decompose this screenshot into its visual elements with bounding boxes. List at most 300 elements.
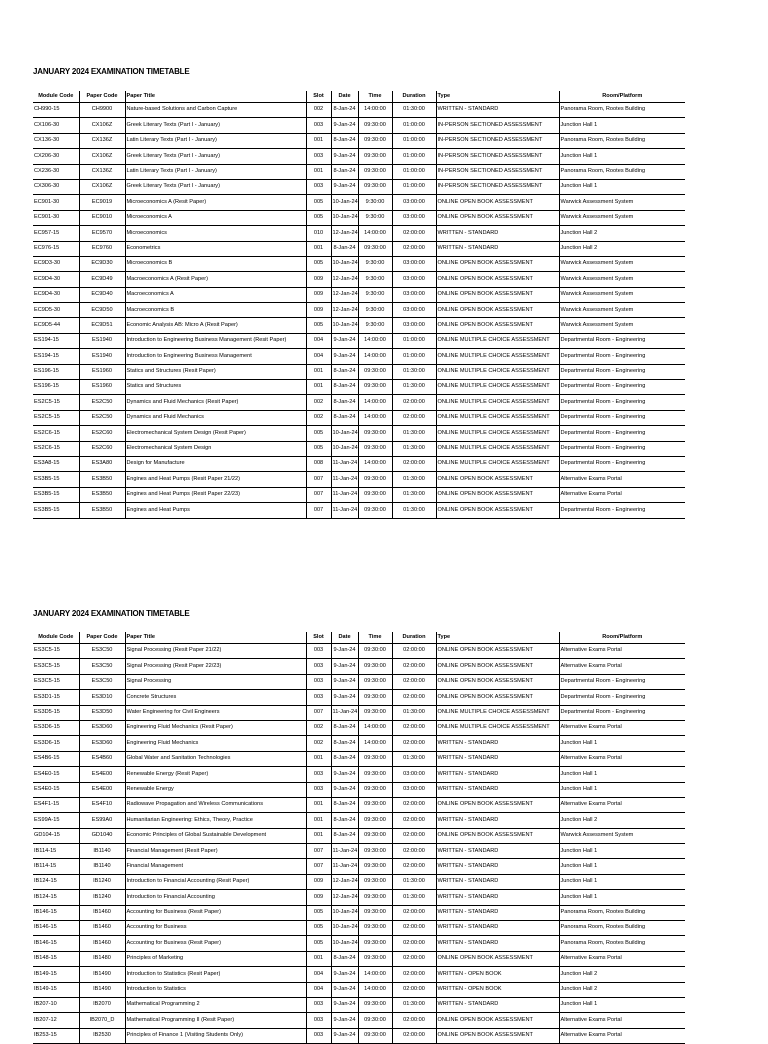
cell-module-code: EC976-15 [33, 241, 79, 256]
cell-time: 14:00:00 [358, 720, 392, 735]
cell-duration: 01:30:00 [392, 874, 436, 889]
cell-paper-code: IB2070 [79, 997, 125, 1012]
cell-room: Departmental Room - Engineering [559, 674, 685, 689]
cell-room: Alternative Exams Portal [559, 751, 685, 766]
cell-paper-title: Microeconomics A (Resit Paper) [125, 195, 306, 210]
cell-time: 9:30:00 [358, 287, 392, 302]
cell-paper-title: Nature-based Solutions and Carbon Capture [125, 103, 306, 118]
cell-time: 14:00:00 [358, 395, 392, 410]
timetable-table [33, 632, 685, 1044]
cell-paper-code: CX106Z [79, 118, 125, 133]
cell-paper-code: ES3B50 [79, 487, 125, 502]
cell-paper-title: Latin Literary Texts (Part I - January) [125, 133, 306, 148]
cell-time: 09:30:00 [358, 797, 392, 812]
cell-paper-title: Greek Literary Texts (Part I - January) [125, 149, 306, 164]
cell-date: 9-Jan-24 [331, 179, 358, 194]
cell-slot: 009 [306, 890, 331, 905]
cell-slot: 007 [306, 472, 331, 487]
table-row [33, 456, 685, 471]
cell-slot: 007 [306, 844, 331, 859]
cell-paper-title: Water Engineering for Civil Engineers [125, 705, 306, 720]
cell-module-code: IB124-15 [33, 890, 79, 905]
cell-date: 10-Jan-24 [331, 441, 358, 456]
cell-paper-code: EC9D40 [79, 287, 125, 302]
cell-slot: 001 [306, 241, 331, 256]
cell-type: ONLINE OPEN BOOK ASSESSMENT [436, 1028, 559, 1043]
cell-paper-code: IB2070_D [79, 1013, 125, 1028]
cell-paper-code: EC9010 [79, 210, 125, 225]
cell-type: ONLINE MULTIPLE CHOICE ASSESSMENT [436, 364, 559, 379]
timetable-section-1 [33, 66, 685, 519]
cell-module-code: EC9D5-44 [33, 318, 79, 333]
cell-room: Warwick Assessment System [559, 828, 685, 843]
cell-slot: 001 [306, 751, 331, 766]
table-body [33, 103, 685, 519]
cell-date: 8-Jan-24 [331, 797, 358, 812]
cell-room: Warwick Assessment System [559, 272, 685, 287]
cell-room: Departmental Room - Engineering [559, 364, 685, 379]
cell-room: Junction Hall 1 [559, 859, 685, 874]
cell-time: 09:30:00 [358, 874, 392, 889]
cell-duration: 02:00:00 [392, 813, 436, 828]
cell-slot: 002 [306, 410, 331, 425]
cell-slot: 001 [306, 380, 331, 395]
cell-room: Departmental Room - Engineering [559, 690, 685, 705]
cell-date: 8-Jan-24 [331, 410, 358, 425]
cell-room: Junction Hall 2 [559, 982, 685, 997]
cell-module-code: IB146-15 [33, 921, 79, 936]
table-row [33, 333, 685, 348]
cell-time: 09:30:00 [358, 890, 392, 905]
cell-paper-title: Accounting for Business (Resit Paper) [125, 905, 306, 920]
cell-duration: 02:00:00 [392, 690, 436, 705]
table-row [33, 982, 685, 997]
cell-type: ONLINE OPEN BOOK ASSESSMENT [436, 472, 559, 487]
cell-room: Departmental Room - Engineering [559, 503, 685, 518]
table-row [33, 705, 685, 720]
table-row [33, 997, 685, 1012]
cell-paper-code: EC9D50 [79, 303, 125, 318]
table-row [33, 426, 685, 441]
cell-paper-code: ES4F10 [79, 797, 125, 812]
cell-duration: 01:30:00 [392, 705, 436, 720]
cell-duration: 02:00:00 [392, 241, 436, 256]
cell-module-code: ES196-15 [33, 364, 79, 379]
cell-type: WRITTEN - OPEN BOOK [436, 967, 559, 982]
cell-duration: 02:00:00 [392, 720, 436, 735]
cell-module-code: ES4E0-15 [33, 767, 79, 782]
cell-date: 9-Jan-24 [331, 1013, 358, 1028]
cell-duration: 02:00:00 [392, 967, 436, 982]
cell-time: 09:30:00 [358, 690, 392, 705]
cell-paper-title: Dynamics and Fluid Mechanics (Resit Paper) [125, 395, 306, 410]
cell-module-code: IB114-15 [33, 844, 79, 859]
cell-duration: 01:30:00 [392, 426, 436, 441]
cell-type: WRITTEN - STANDARD [436, 103, 559, 118]
cell-room: Departmental Room - Engineering [559, 395, 685, 410]
table-row [33, 828, 685, 843]
cell-paper-code: EC9019 [79, 195, 125, 210]
cell-type: WRITTEN - STANDARD [436, 751, 559, 766]
table-row [33, 410, 685, 425]
cell-paper-title: Engineering Fluid Mechanics [125, 736, 306, 751]
cell-paper-title: Greek Literary Texts (Part I - January) [125, 118, 306, 133]
cell-slot: 005 [306, 195, 331, 210]
cell-paper-code: IB2530 [79, 1028, 125, 1043]
cell-room: Warwick Assessment System [559, 303, 685, 318]
cell-time: 14:00:00 [358, 333, 392, 348]
cell-slot: 004 [306, 967, 331, 982]
cell-slot: 004 [306, 333, 331, 348]
page-title: JANUARY 2024 EXAMINATION TIMETABLE [33, 609, 190, 618]
header-duration: Duration [392, 632, 436, 644]
cell-time: 09:30:00 [358, 813, 392, 828]
cell-paper-code: ES1940 [79, 349, 125, 364]
cell-paper-title: Economic Analysis AB: Micro A (Resit Paper) [125, 318, 306, 333]
cell-time: 14:00:00 [358, 736, 392, 751]
cell-slot: 001 [306, 813, 331, 828]
cell-duration: 02:00:00 [392, 905, 436, 920]
cell-paper-code: IB1460 [79, 905, 125, 920]
table-row [33, 859, 685, 874]
cell-module-code: IB207-12 [33, 1013, 79, 1028]
table-row [33, 195, 685, 210]
cell-date: 9-Jan-24 [331, 767, 358, 782]
header-type: Type [436, 91, 559, 103]
cell-paper-code: EC9D30 [79, 256, 125, 271]
cell-room: Junction Hall 1 [559, 782, 685, 797]
cell-module-code: IB253-15 [33, 1028, 79, 1043]
cell-time: 09:30:00 [358, 859, 392, 874]
cell-type: WRITTEN - STANDARD [436, 226, 559, 241]
cell-room: Junction Hall 1 [559, 736, 685, 751]
cell-paper-title: Microeconomics A [125, 210, 306, 225]
cell-time: 9:30:00 [358, 256, 392, 271]
cell-duration: 01:00:00 [392, 164, 436, 179]
cell-slot: 002 [306, 103, 331, 118]
cell-room: Panorama Room, Rootes Building [559, 936, 685, 951]
cell-type: ONLINE MULTIPLE CHOICE ASSESSMENT [436, 705, 559, 720]
cell-time: 09:30:00 [358, 441, 392, 456]
cell-date: 8-Jan-24 [331, 813, 358, 828]
cell-date: 9-Jan-24 [331, 997, 358, 1012]
cell-date: 8-Jan-24 [331, 828, 358, 843]
cell-paper-code: ES4B60 [79, 751, 125, 766]
header-paper-code: Paper Code [79, 91, 125, 103]
cell-date: 9-Jan-24 [331, 1028, 358, 1043]
header-paper-code: Paper Code [79, 632, 125, 644]
cell-module-code: ES99A-15 [33, 813, 79, 828]
cell-time: 14:00:00 [358, 967, 392, 982]
cell-room: Alternative Exams Portal [559, 951, 685, 966]
cell-duration: 01:00:00 [392, 118, 436, 133]
cell-room: Warwick Assessment System [559, 195, 685, 210]
cell-paper-title: Signal Processing [125, 674, 306, 689]
cell-type: ONLINE MULTIPLE CHOICE ASSESSMENT [436, 441, 559, 456]
cell-slot: 003 [306, 690, 331, 705]
cell-room: Departmental Room - Engineering [559, 426, 685, 441]
cell-duration: 02:00:00 [392, 410, 436, 425]
table-row [33, 890, 685, 905]
cell-type: ONLINE MULTIPLE CHOICE ASSESSMENT [436, 333, 559, 348]
cell-duration: 01:30:00 [392, 890, 436, 905]
table-row [33, 644, 685, 659]
cell-room: Departmental Room - Engineering [559, 380, 685, 395]
cell-module-code: EC9D4-30 [33, 287, 79, 302]
cell-paper-title: Financial Management (Resit Paper) [125, 844, 306, 859]
cell-date: 11-Jan-24 [331, 705, 358, 720]
table-row [33, 782, 685, 797]
cell-room: Departmental Room - Engineering [559, 333, 685, 348]
cell-type: ONLINE OPEN BOOK ASSESSMENT [436, 318, 559, 333]
cell-paper-title: Financial Management [125, 859, 306, 874]
cell-paper-title: Introduction to Statistics (Resit Paper) [125, 967, 306, 982]
cell-paper-code: ES3A80 [79, 456, 125, 471]
cell-duration: 02:00:00 [392, 844, 436, 859]
header-date: Date [331, 91, 358, 103]
cell-paper-title: Signal Processing (Resit Paper 22/23) [125, 659, 306, 674]
table-row [33, 503, 685, 518]
cell-paper-code: ES1960 [79, 364, 125, 379]
cell-paper-title: Statics and Structures (Resit Paper) [125, 364, 306, 379]
table-row [33, 767, 685, 782]
cell-date: 9-Jan-24 [331, 659, 358, 674]
cell-time: 09:30:00 [358, 426, 392, 441]
cell-paper-code: IB1490 [79, 982, 125, 997]
cell-type: ONLINE OPEN BOOK ASSESSMENT [436, 797, 559, 812]
cell-type: ONLINE MULTIPLE CHOICE ASSESSMENT [436, 720, 559, 735]
cell-date: 9-Jan-24 [331, 982, 358, 997]
table-row [33, 303, 685, 318]
table-row [33, 936, 685, 951]
cell-duration: 01:00:00 [392, 179, 436, 194]
cell-type: WRITTEN - STANDARD [436, 782, 559, 797]
cell-date: 9-Jan-24 [331, 782, 358, 797]
cell-slot: 003 [306, 149, 331, 164]
cell-date: 10-Jan-24 [331, 905, 358, 920]
cell-type: ONLINE OPEN BOOK ASSESSMENT [436, 210, 559, 225]
cell-slot: 005 [306, 256, 331, 271]
cell-paper-code: ES3C50 [79, 674, 125, 689]
cell-date: 11-Jan-24 [331, 456, 358, 471]
cell-paper-title: Accounting for Business (Resit Paper) [125, 936, 306, 951]
cell-duration: 02:00:00 [392, 828, 436, 843]
cell-slot: 001 [306, 164, 331, 179]
table-row [33, 905, 685, 920]
cell-module-code: CX206-30 [33, 149, 79, 164]
cell-time: 09:30:00 [358, 1028, 392, 1043]
cell-time: 09:30:00 [358, 659, 392, 674]
cell-paper-title: Econometrics [125, 241, 306, 256]
cell-duration: 02:00:00 [392, 859, 436, 874]
cell-time: 09:30:00 [358, 674, 392, 689]
cell-slot: 005 [306, 426, 331, 441]
cell-paper-code: IB1460 [79, 921, 125, 936]
table-row [33, 844, 685, 859]
cell-duration: 02:00:00 [392, 659, 436, 674]
cell-type: WRITTEN - STANDARD [436, 736, 559, 751]
cell-module-code: ES3C5-15 [33, 674, 79, 689]
cell-paper-title: Design for Manufacture [125, 456, 306, 471]
cell-room: Junction Hall 1 [559, 844, 685, 859]
cell-paper-code: IB1460 [79, 936, 125, 951]
cell-paper-code: ES1940 [79, 333, 125, 348]
header-module-code: Module Code [33, 632, 79, 644]
cell-time: 09:30:00 [358, 767, 392, 782]
cell-duration: 01:00:00 [392, 333, 436, 348]
cell-module-code: ES3D6-15 [33, 720, 79, 735]
cell-room: Departmental Room - Engineering [559, 410, 685, 425]
cell-paper-title: Greek Literary Texts (Part I - January) [125, 179, 306, 194]
cell-paper-code: EC9570 [79, 226, 125, 241]
cell-paper-title: Signal Processing (Resit Paper 21/22) [125, 644, 306, 659]
cell-paper-code: ES3D10 [79, 690, 125, 705]
cell-type: WRITTEN - STANDARD [436, 767, 559, 782]
cell-room: Junction Hall 2 [559, 967, 685, 982]
cell-slot: 009 [306, 287, 331, 302]
table-row [33, 441, 685, 456]
cell-module-code: EC901-30 [33, 195, 79, 210]
cell-slot: 009 [306, 874, 331, 889]
cell-room: Junction Hall 1 [559, 767, 685, 782]
cell-time: 9:30:00 [358, 272, 392, 287]
cell-date: 12-Jan-24 [331, 272, 358, 287]
cell-duration: 03:00:00 [392, 287, 436, 302]
cell-module-code: ES2C5-15 [33, 410, 79, 425]
cell-module-code: ES3B5-15 [33, 472, 79, 487]
cell-room: Warwick Assessment System [559, 287, 685, 302]
cell-module-code: ES196-15 [33, 380, 79, 395]
cell-slot: 003 [306, 674, 331, 689]
cell-paper-title: Renewable Energy (Resit Paper) [125, 767, 306, 782]
cell-paper-code: ES3D50 [79, 705, 125, 720]
cell-room: Departmental Room - Engineering [559, 456, 685, 471]
cell-duration: 01:30:00 [392, 487, 436, 502]
cell-module-code: ES3B5-15 [33, 503, 79, 518]
cell-date: 8-Jan-24 [331, 751, 358, 766]
cell-duration: 03:00:00 [392, 782, 436, 797]
cell-paper-title: Electromechanical System Design [125, 441, 306, 456]
cell-paper-code: EC9D49 [79, 272, 125, 287]
table-row [33, 874, 685, 889]
cell-module-code: ES194-15 [33, 349, 79, 364]
cell-module-code: ES2C6-15 [33, 426, 79, 441]
cell-slot: 005 [306, 210, 331, 225]
cell-slot: 007 [306, 487, 331, 502]
header-type: Type [436, 632, 559, 644]
cell-duration: 03:00:00 [392, 195, 436, 210]
cell-time: 09:30:00 [358, 503, 392, 518]
cell-time: 14:00:00 [358, 226, 392, 241]
cell-date: 9-Jan-24 [331, 967, 358, 982]
table-row [33, 921, 685, 936]
cell-paper-title: Principles of Marketing [125, 951, 306, 966]
table-row [33, 164, 685, 179]
cell-duration: 01:00:00 [392, 349, 436, 364]
header-slot: Slot [306, 632, 331, 644]
cell-module-code: CX106-30 [33, 118, 79, 133]
cell-paper-title: Humanitarian Engineering: Ethics, Theory, Practice [125, 813, 306, 828]
cell-date: 9-Jan-24 [331, 644, 358, 659]
cell-paper-title: Accounting for Business [125, 921, 306, 936]
cell-paper-code: CX136Z [79, 164, 125, 179]
cell-module-code: EC901-30 [33, 210, 79, 225]
cell-duration: 03:00:00 [392, 767, 436, 782]
cell-paper-title: Engines and Heat Pumps (Resit Paper 22/23) [125, 487, 306, 502]
cell-room: Panorama Room, Rootes Building [559, 905, 685, 920]
table-row [33, 967, 685, 982]
cell-room: Junction Hall 1 [559, 890, 685, 905]
cell-paper-code: IB1490 [79, 967, 125, 982]
cell-paper-title: Macroeconomics B [125, 303, 306, 318]
cell-type: ONLINE MULTIPLE CHOICE ASSESSMENT [436, 380, 559, 395]
cell-paper-code: ES2C60 [79, 441, 125, 456]
cell-paper-title: Statics and Structures [125, 380, 306, 395]
cell-room: Junction Hall 1 [559, 874, 685, 889]
cell-slot: 003 [306, 179, 331, 194]
timetable-section-2 [33, 608, 685, 1044]
cell-paper-title: Electromechanical System Design (Resit Paper) [125, 426, 306, 441]
cell-date: 9-Jan-24 [331, 149, 358, 164]
cell-module-code: EC957-15 [33, 226, 79, 241]
cell-room: Alternative Exams Portal [559, 1028, 685, 1043]
header-time: Time [358, 632, 392, 644]
cell-time: 09:30:00 [358, 751, 392, 766]
cell-duration: 01:30:00 [392, 380, 436, 395]
cell-date: 11-Jan-24 [331, 472, 358, 487]
cell-paper-code: ES4E00 [79, 782, 125, 797]
table-row [33, 210, 685, 225]
cell-paper-title: Macroeconomics A [125, 287, 306, 302]
cell-module-code: ES194-15 [33, 333, 79, 348]
cell-duration: 02:00:00 [392, 644, 436, 659]
cell-type: ONLINE OPEN BOOK ASSESSMENT [436, 272, 559, 287]
cell-type: WRITTEN - STANDARD [436, 859, 559, 874]
cell-module-code: ES3C5-15 [33, 659, 79, 674]
cell-room: Departmental Room - Engineering [559, 705, 685, 720]
cell-slot: 005 [306, 905, 331, 920]
cell-slot: 002 [306, 736, 331, 751]
cell-paper-title: Introduction to Financial Accounting (Resit Paper) [125, 874, 306, 889]
cell-type: ONLINE OPEN BOOK ASSESSMENT [436, 644, 559, 659]
cell-time: 14:00:00 [358, 410, 392, 425]
cell-type: ONLINE MULTIPLE CHOICE ASSESSMENT [436, 395, 559, 410]
table-row [33, 349, 685, 364]
cell-duration: 03:00:00 [392, 256, 436, 271]
table-row [33, 472, 685, 487]
cell-type: ONLINE OPEN BOOK ASSESSMENT [436, 951, 559, 966]
cell-duration: 01:00:00 [392, 149, 436, 164]
cell-date: 8-Jan-24 [331, 364, 358, 379]
cell-time: 09:30:00 [358, 149, 392, 164]
header-room: Room/Platform [559, 91, 685, 103]
cell-time: 09:30:00 [358, 951, 392, 966]
cell-type: WRITTEN - STANDARD [436, 241, 559, 256]
cell-time: 14:00:00 [358, 982, 392, 997]
cell-module-code: ES3D1-15 [33, 690, 79, 705]
cell-room: Junction Hall 1 [559, 179, 685, 194]
header-slot: Slot [306, 91, 331, 103]
cell-time: 09:30:00 [358, 179, 392, 194]
cell-module-code: IB146-15 [33, 905, 79, 920]
cell-module-code: ES3D5-15 [33, 705, 79, 720]
cell-paper-title: Renewable Energy [125, 782, 306, 797]
cell-date: 8-Jan-24 [331, 164, 358, 179]
cell-type: WRITTEN - STANDARD [436, 936, 559, 951]
cell-duration: 02:00:00 [392, 395, 436, 410]
cell-type: ONLINE MULTIPLE CHOICE ASSESSMENT [436, 456, 559, 471]
header-time: Time [358, 91, 392, 103]
